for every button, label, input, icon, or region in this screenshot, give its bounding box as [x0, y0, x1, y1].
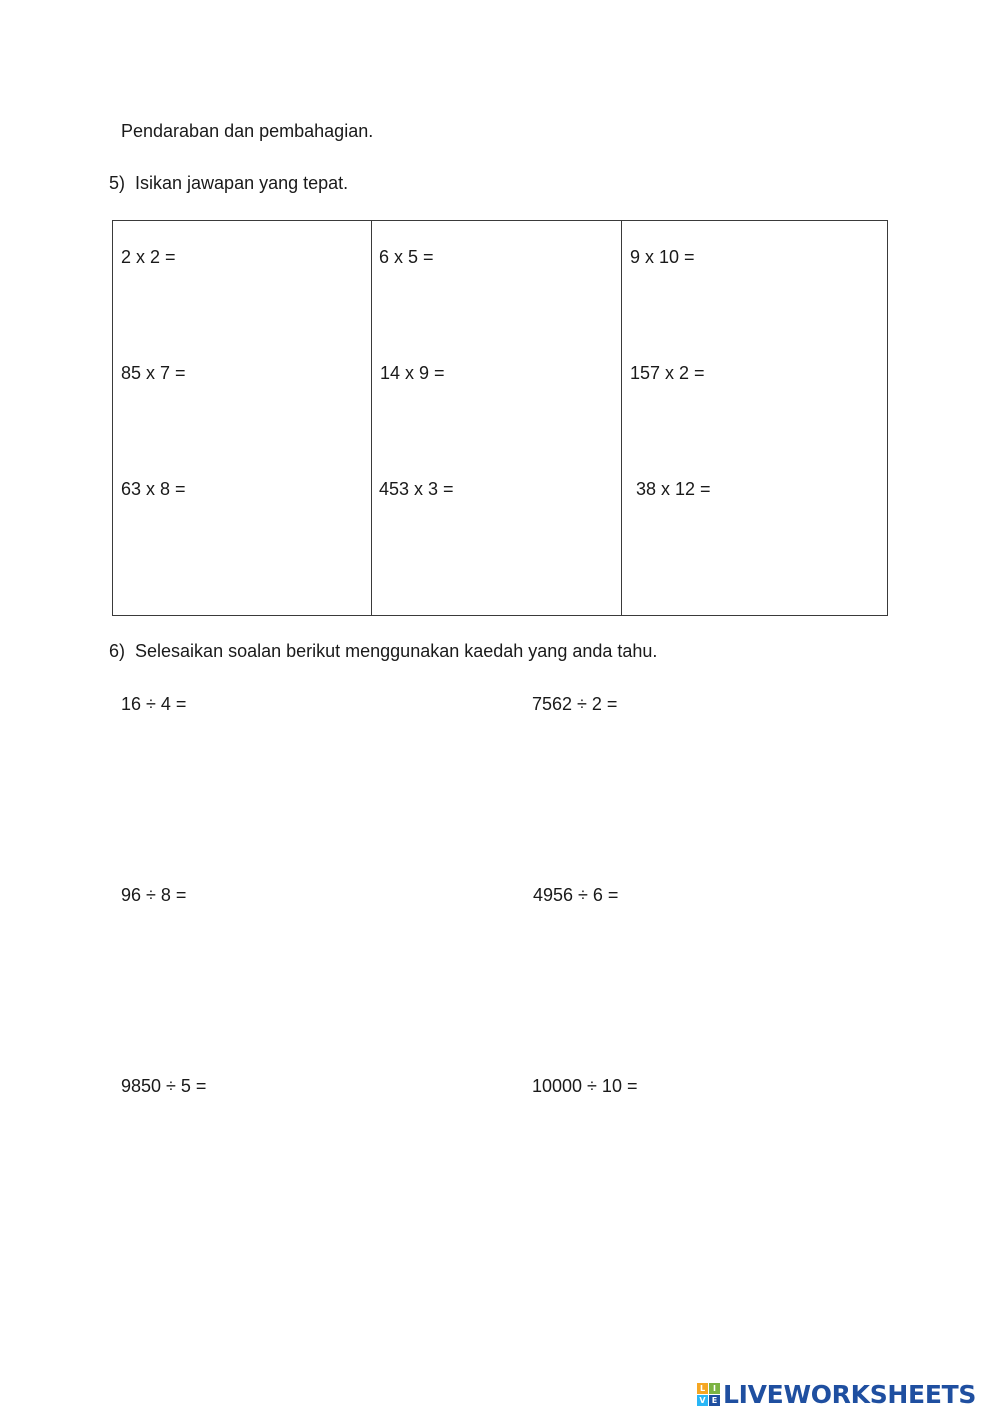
multiplication-item: 2 x 2 =	[121, 247, 176, 267]
liveworksheets-logo	[697, 1380, 976, 1408]
liveworksheets-logo-text: LIVEWORKSHEETS	[723, 1379, 977, 1409]
multiplication-table	[112, 220, 888, 616]
multiplication-item: 6 x 5 =	[379, 247, 434, 267]
division-item: 9850 ÷ 5 =	[121, 1076, 207, 1096]
table-column-divider	[621, 221, 622, 615]
division-item: 16 ÷ 4 =	[121, 694, 187, 714]
multiplication-item: 63 x 8 =	[121, 479, 186, 499]
question-5-number: 5)	[109, 173, 126, 193]
page-title: Pendaraban dan pembahagian.	[121, 121, 374, 141]
logo-mark-letter: E	[709, 1395, 720, 1406]
division-item: 96 ÷ 8 =	[121, 885, 187, 905]
question-6-heading	[109, 642, 657, 660]
logo-mark-letter: L	[697, 1383, 708, 1394]
multiplication-item: 453 x 3 =	[379, 479, 454, 499]
multiplication-item: 9 x 10 =	[630, 247, 695, 267]
question-5-instruction: Isikan jawapan yang tepat.	[135, 173, 349, 193]
question-6-number: 6)	[109, 641, 126, 661]
division-item: 7562 ÷ 2 =	[532, 694, 618, 714]
division-item: 10000 ÷ 10 =	[532, 1076, 638, 1096]
multiplication-item: 157 x 2 =	[630, 363, 705, 383]
multiplication-item: 85 x 7 =	[121, 363, 186, 383]
multiplication-item: 38 x 12 =	[636, 479, 711, 499]
table-column-divider	[371, 221, 372, 615]
question-6-instruction: Selesaikan soalan berikut menggunakan kaedah yang anda tahu.	[135, 641, 658, 661]
logo-mark-letter: V	[697, 1395, 708, 1406]
logo-mark-letter: I	[709, 1383, 720, 1394]
division-item: 4956 ÷ 6 =	[533, 885, 619, 905]
question-5-heading	[109, 174, 348, 192]
multiplication-item: 14 x 9 =	[380, 363, 445, 383]
liveworksheets-logo-icon	[697, 1383, 720, 1406]
